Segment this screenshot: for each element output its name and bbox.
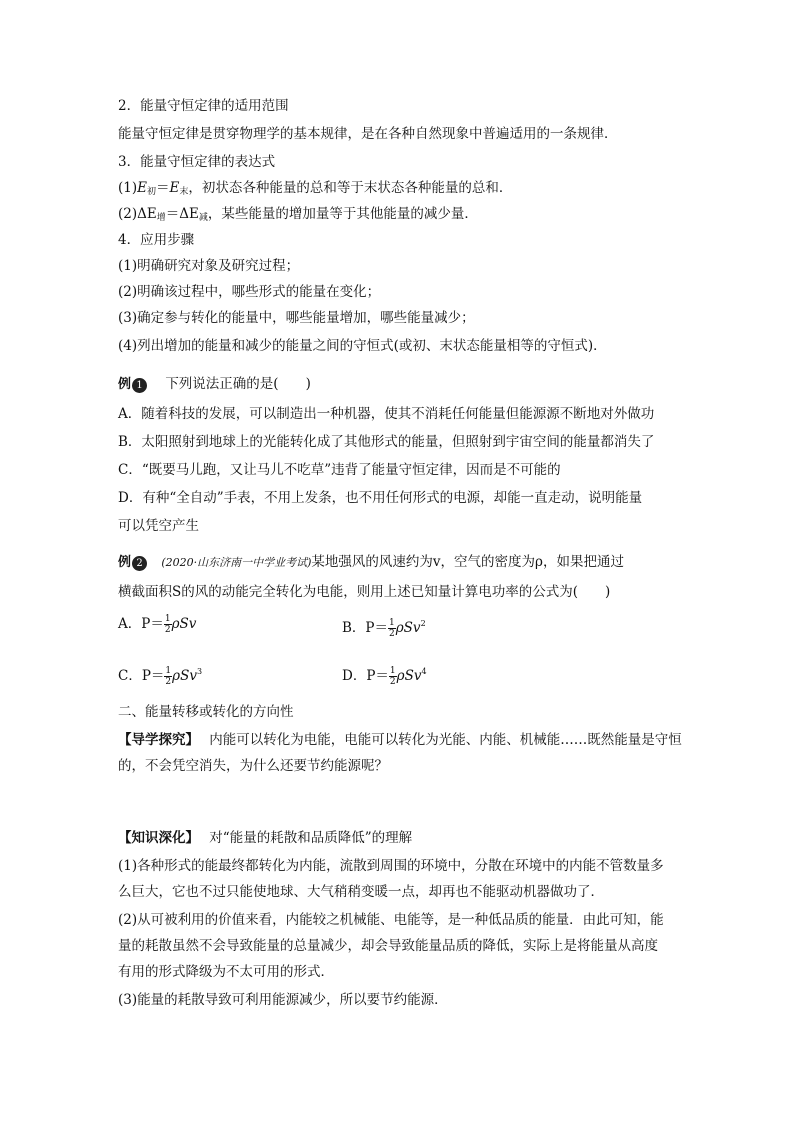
section-3-heading: 3．能量守恒定律的表达式 xyxy=(118,154,276,170)
step-item: (1)明确研究对象及研究过程； xyxy=(118,258,300,274)
deepen-line: (3)能量的耗散导致可利用能源减少，所以要节约能源． xyxy=(118,992,448,1008)
formula-line-1 xyxy=(118,178,512,202)
choice-expression: ρSv xyxy=(171,616,197,632)
choice-d xyxy=(342,662,427,687)
example-source: (2020·山东济南一中学业考试) xyxy=(161,556,312,569)
deepen-line: 有用的形式降级为不太可用的形式． xyxy=(118,964,334,980)
fraction-numerator: 1 xyxy=(165,666,172,676)
energy-symbol: E xyxy=(169,180,180,196)
fraction xyxy=(164,666,172,687)
part-2-heading: 二、能量转移或转化的方向性 xyxy=(118,704,294,720)
fraction xyxy=(389,666,397,687)
choice-label: A．P＝ xyxy=(118,616,164,632)
fraction-numerator: 1 xyxy=(389,666,396,676)
subscript-final: 末 xyxy=(179,187,189,197)
formula-index: (1) xyxy=(118,180,138,196)
exponent: 3 xyxy=(196,667,203,676)
example-label: 例 xyxy=(118,377,132,392)
formula-explanation: ，初状态各种能量的总和等于末状态各种能量的总和． xyxy=(188,180,513,196)
choice-expression: ρSv xyxy=(395,620,421,636)
step-item: (4)列出增加的能量和减少的能量之间的守恒式(或初、末状态能量相等的守恒式)． xyxy=(118,338,607,354)
deepen-line: (2)从可被利用的价值来看，内能较之机械能、电能等，是一种低品质的能量．由此可知，能 xyxy=(118,912,664,928)
example-2-question-part1: 某地强风的风速约为v，空气的密度为ρ，如果把通过 xyxy=(311,554,624,570)
example-number-badge: 2 xyxy=(132,556,147,571)
deepen-line: (1)各种形式的能最终都转化为内能，流散到周围的环境中，分散在环境中的内能不管数量多 xyxy=(118,858,664,874)
equals-sign: ＝ xyxy=(156,180,170,196)
fraction-denominator: 2 xyxy=(389,677,396,687)
example-number-badge: 1 xyxy=(132,378,147,393)
choice-a xyxy=(118,614,196,635)
choice-label: C．P＝ xyxy=(118,668,165,684)
formula-line-2 xyxy=(118,204,478,228)
choice-expression: ρSv xyxy=(396,668,422,684)
step-item: (2)明确该过程中，哪些形式的能量在变化； xyxy=(118,284,381,300)
choice-b xyxy=(342,614,426,639)
guide-line-1 xyxy=(118,730,682,750)
step-item: (3)确定参与转化的能量中，哪些能量增加，哪些能量减少； xyxy=(118,310,475,326)
section-4-heading: 4．应用步骤 xyxy=(118,232,195,248)
example-label: 例 xyxy=(118,555,132,570)
example-2-question-line xyxy=(118,552,624,573)
subscript-increase: 增 xyxy=(156,213,166,223)
fraction-numerator: 1 xyxy=(164,614,171,624)
example-1-question: 下列说法正确的是( ) xyxy=(165,376,311,392)
fraction xyxy=(388,618,396,639)
option-d: D．有种“全自动”手表，不用上发条，也不用任何形式的电源，却能一直走动，说明能量 xyxy=(118,490,643,506)
choice-label: D．P＝ xyxy=(342,668,389,684)
deepen-line: 量的耗散虽然不会导致能量的总量减少，却会导致能量品质的降低，实际上是将能量从高度 xyxy=(118,938,658,954)
formula-delta-decrease: ＝ΔE xyxy=(165,206,199,222)
fraction-denominator: 2 xyxy=(165,677,172,687)
section-2-heading: 2．能量守恒定律的适用范围 xyxy=(118,98,289,114)
deepen-heading xyxy=(118,828,412,848)
option-b: B．太阳照射到地球上的光能转化成了其他形式的能量，但照射到宇宙空间的能量都消失了 xyxy=(118,434,655,450)
choice-expression: ρSv xyxy=(172,668,197,684)
choice-c xyxy=(118,662,202,687)
fraction-numerator: 1 xyxy=(389,618,395,628)
subscript-initial: 初 xyxy=(146,187,156,197)
formula-delta-increase: (2)ΔE xyxy=(118,206,157,222)
deepen-title: 对“能量的耗散和品质降低”的理解 xyxy=(209,830,413,846)
option-a: A．随着科技的发展，可以制造出一种机器，使其不消耗任何能量但能源源不断地对外做功 xyxy=(118,406,655,422)
fraction-denominator: 2 xyxy=(164,625,171,635)
formula-explanation: ，某些能量的增加量等于其他能量的减少量． xyxy=(207,206,478,222)
choice-label: B．P＝ xyxy=(342,620,389,636)
option-c: C．“既要马儿跑，又让马儿不吃草”违背了能量守恒定律，因而是不可能的 xyxy=(118,462,561,478)
deepen-line: 么巨大，它也不过只能使地球、大气稍稍变暖一点，却再也不能驱动机器做功了． xyxy=(118,884,604,900)
deepen-tag: 【知识深化】 xyxy=(118,830,199,846)
example-2-question-part2: 横截面积S的风的动能完全转化为电能，则用上述已知量计算电功率的公式为( ) xyxy=(118,584,611,600)
guide-line-2: 的，不会凭空消失，为什么还要节约能源呢？ xyxy=(118,758,388,774)
energy-symbol: E xyxy=(137,180,147,196)
example-1-question-line xyxy=(118,374,311,395)
guide-text: 内能可以转化为电能，电能可以转化为光能、内能、机械能……既然能量是守恒 xyxy=(209,732,682,748)
subscript-decrease: 减 xyxy=(198,213,208,223)
fraction xyxy=(164,614,172,635)
guide-tag: 【导学探究】 xyxy=(118,732,199,748)
option-d-continued: 可以凭空产生 xyxy=(118,518,199,534)
exponent: 4 xyxy=(421,667,427,676)
fraction-denominator: 2 xyxy=(389,629,395,639)
section-2-body: 能量守恒定律是贯穿物理学的基本规律，是在各种自然现象中普遍适用的一条规律． xyxy=(118,126,618,142)
exponent: 2 xyxy=(420,619,426,628)
